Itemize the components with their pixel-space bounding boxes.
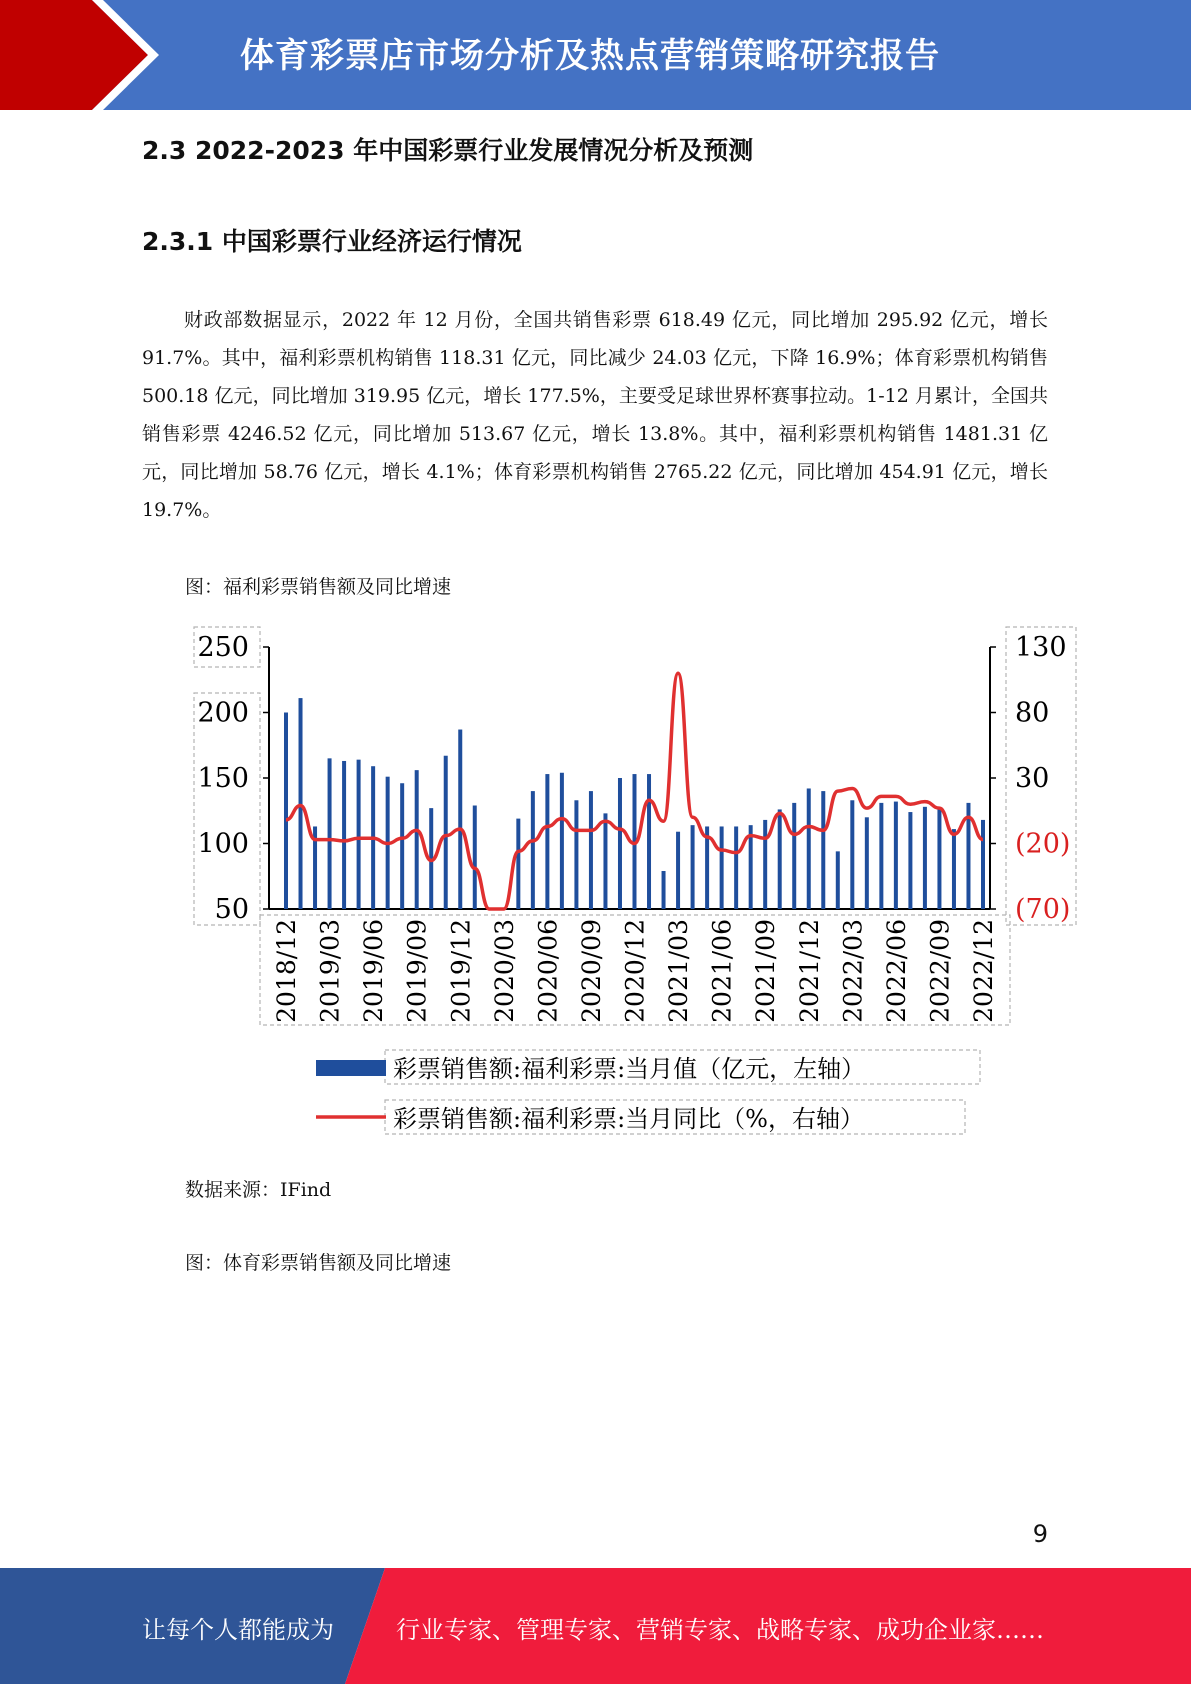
x-tick-label: 2022/03 xyxy=(838,919,868,1023)
bar xyxy=(908,812,912,909)
x-tick-label: 2019/12 xyxy=(446,919,476,1023)
x-tick-label: 2020/09 xyxy=(576,919,606,1023)
page-header xyxy=(0,0,1191,110)
x-tick-label: 2021/09 xyxy=(751,919,781,1023)
y-right-tick-label: 130 xyxy=(1015,632,1067,663)
bar xyxy=(836,851,840,909)
body-paragraph: 财政部数据显示，2022 年 12 月份，全国共销售彩票 618.49 亿元，同比增加 295.92 亿元，增长 91.7%。其中，福利彩票机构销售 118.31 亿元，同比减少 24.03 亿元，下降 16.9%；体育彩票机构销售 500.18 亿元，同比增加 319.95 亿元，增长 177.5%，主要受足球世界杯赛事拉动。1-12 月累计，全国共销售彩票 4246.52 亿元，同比增加 513.67 亿元，增长 13.8%。其中，福利彩票机构销售 1481.31 亿元，同比增加 58.76 亿元，增长 4.1%；体育彩票机构销售 2765.22 亿元，同比增加 454.91 亿元，增长 19.7%。 xyxy=(142,309,1048,521)
bar xyxy=(458,730,462,909)
bar xyxy=(662,871,666,909)
welfare-lottery-chart xyxy=(190,620,1090,1144)
x-tick-label: 2019/09 xyxy=(402,919,432,1023)
bar xyxy=(691,825,695,909)
bar xyxy=(415,770,419,909)
bar xyxy=(342,761,346,909)
bar xyxy=(589,791,593,909)
x-tick-label: 2020/03 xyxy=(489,919,519,1023)
page-number: 9 xyxy=(1032,1520,1048,1548)
y-left-tick-label: 100 xyxy=(197,828,249,860)
x-tick-label: 2021/12 xyxy=(794,919,824,1023)
x-tick-label: 2022/12 xyxy=(969,919,998,1023)
x-tick-label: 2021/03 xyxy=(664,919,694,1023)
bar xyxy=(284,713,288,910)
footer-slogan: 让每个人都能成为 xyxy=(142,1616,334,1644)
bar xyxy=(792,803,796,909)
bar xyxy=(807,788,811,909)
bar xyxy=(894,802,898,909)
bar xyxy=(574,800,578,909)
bar xyxy=(473,806,477,909)
y-left-tick-label: 150 xyxy=(197,763,249,794)
bar xyxy=(720,826,724,909)
bar xyxy=(400,783,404,909)
bar xyxy=(850,800,854,909)
data-source: 数据来源：IFind xyxy=(185,1179,332,1201)
footer-roles: 行业专家、管理专家、营销专家、战略专家、成功企业家…… xyxy=(396,1616,1044,1644)
x-tick-label: 2022/09 xyxy=(925,919,955,1023)
bar xyxy=(937,808,941,909)
x-tick-label: 2022/06 xyxy=(881,919,911,1023)
bar xyxy=(531,791,535,909)
bar xyxy=(545,774,549,909)
legend-bar-label: 彩票销售额:福利彩票:当月值（亿元，左轴） xyxy=(393,1055,866,1083)
x-tick-label: 2020/06 xyxy=(533,919,563,1023)
bar xyxy=(778,809,782,909)
x-tick-label: 2019/03 xyxy=(315,919,345,1023)
y-right-tick-label: 80 xyxy=(1015,697,1050,729)
bar xyxy=(560,773,564,909)
bar xyxy=(647,774,651,909)
bar xyxy=(734,826,738,909)
report-title: 体育彩票店市场分析及热点营销策略研究报告 xyxy=(240,36,940,76)
bar xyxy=(981,820,985,909)
bar xyxy=(952,829,956,909)
bar xyxy=(879,803,883,909)
bar xyxy=(357,760,361,909)
bar xyxy=(328,758,332,909)
y-right-tick-label: (20) xyxy=(1015,828,1071,860)
y-right-tick-label: (70) xyxy=(1015,894,1071,925)
y-left-tick-label: 50 xyxy=(214,894,249,925)
section-heading: 2.3 2022-2023 年中国彩票行业发展情况分析及预测 xyxy=(142,136,754,165)
bar xyxy=(676,832,680,909)
figure-caption: 图：福利彩票销售额及同比增速 xyxy=(185,576,452,598)
bar xyxy=(821,791,825,909)
legend-bar-swatch xyxy=(316,1060,386,1076)
x-tick-label: 2021/06 xyxy=(707,919,737,1023)
bar xyxy=(603,813,607,909)
page-footer xyxy=(0,1568,1191,1684)
y-left-tick-label: 250 xyxy=(197,632,249,663)
bar xyxy=(923,807,927,909)
bar xyxy=(516,819,520,909)
x-tick-label: 2018/12 xyxy=(272,919,301,1023)
bar xyxy=(763,820,767,909)
x-tick-label: 2020/12 xyxy=(620,919,650,1023)
bar xyxy=(618,778,622,909)
legend-line-label: 彩票销售额:福利彩票:当月同比（%，右轴） xyxy=(393,1105,864,1133)
bar xyxy=(444,756,448,909)
bar xyxy=(865,817,869,909)
y-left-tick-label: 200 xyxy=(197,697,249,729)
figure-caption-2: 图：体育彩票销售额及同比增速 xyxy=(185,1252,452,1274)
y-right-tick-label: 30 xyxy=(1015,763,1050,794)
subsection-heading: 2.3.1 中国彩票行业经济运行情况 xyxy=(142,227,522,256)
bar xyxy=(299,698,303,909)
x-tick-label: 2019/06 xyxy=(359,919,389,1023)
